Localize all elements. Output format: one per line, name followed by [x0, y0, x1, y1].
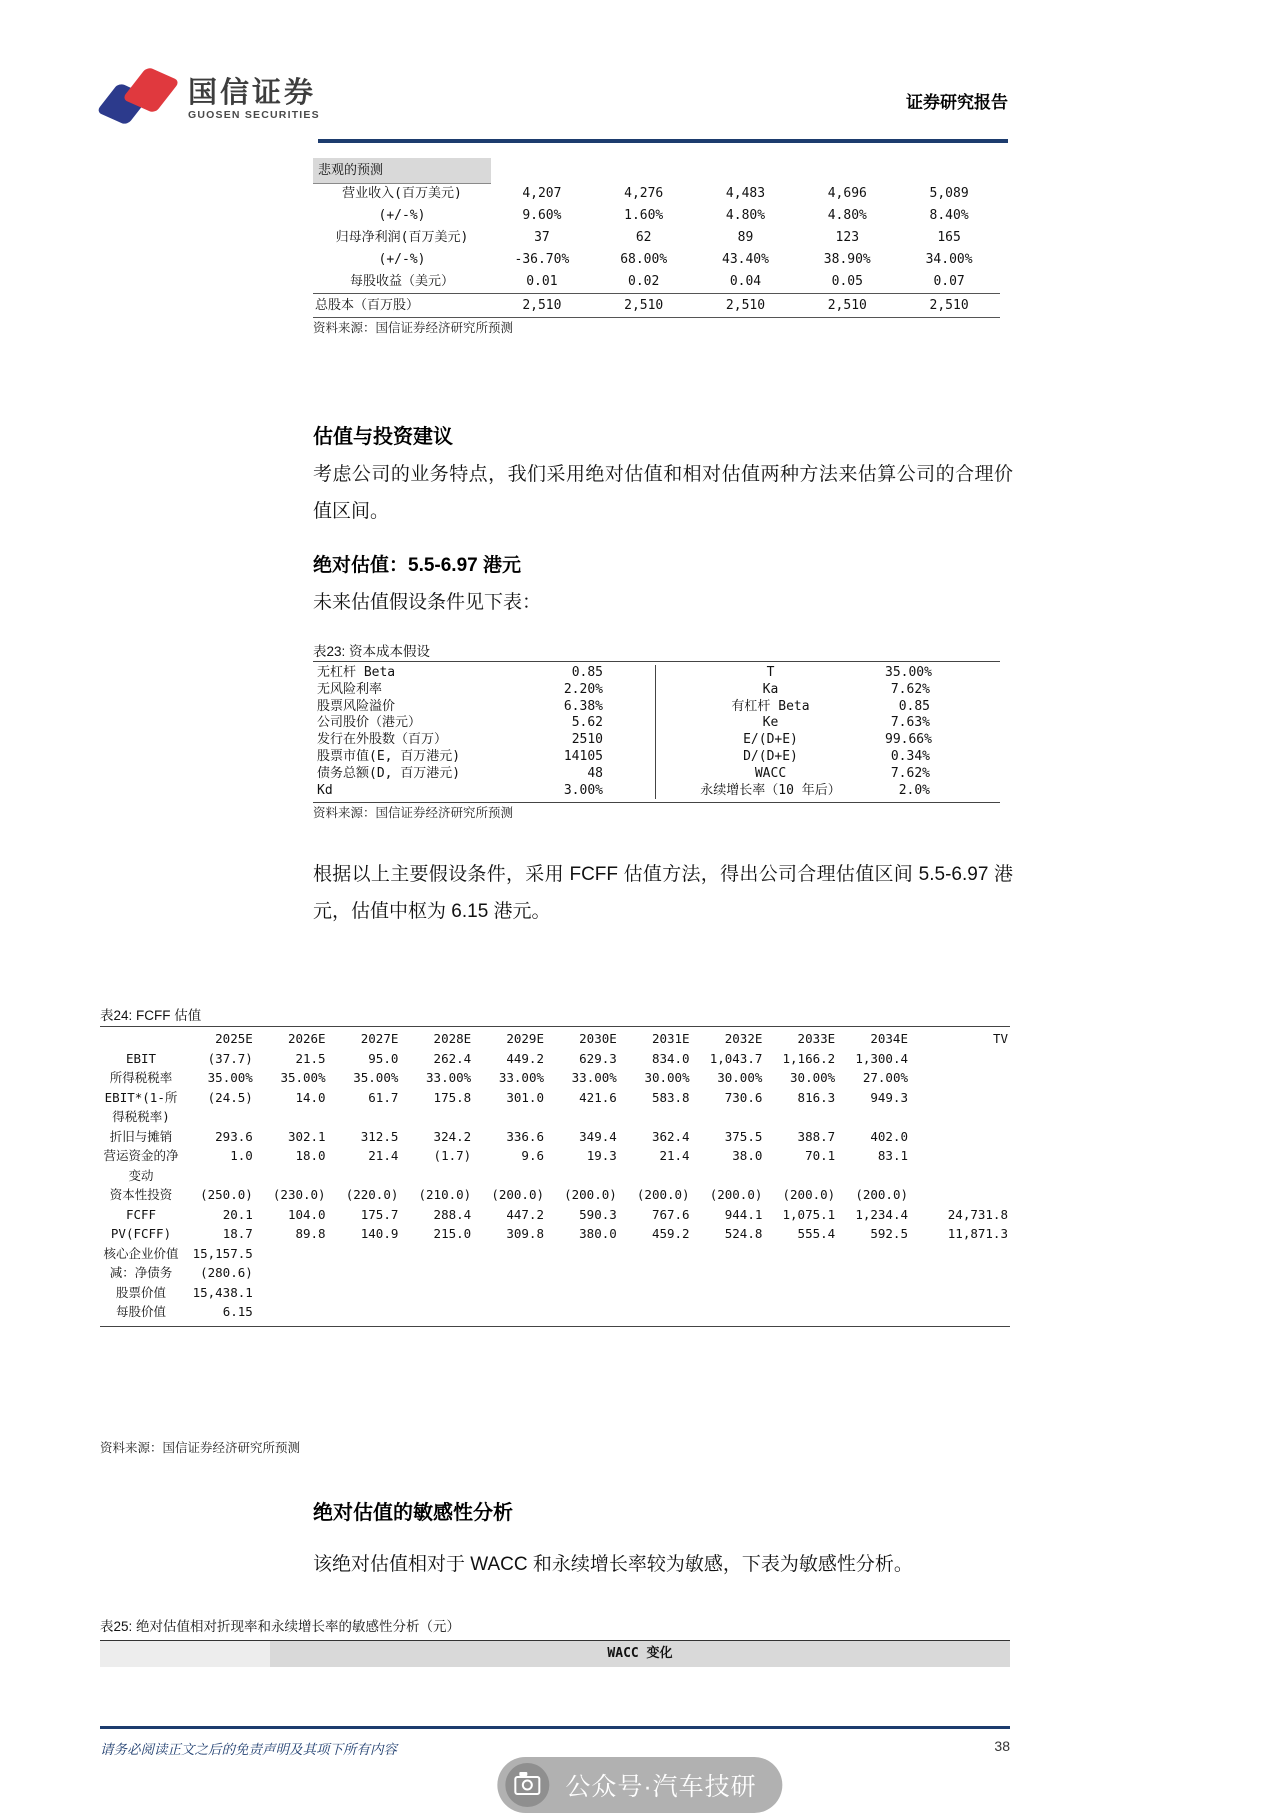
table24-caption: 表24: FCFF 估值 [100, 1008, 202, 1023]
column-header: 2032E [724, 1031, 763, 1046]
cell-value: 83.1 [877, 1148, 908, 1163]
row-label: 股票风险溢价 [317, 698, 396, 714]
cell-value [546, 1263, 619, 1283]
cell-value: 4.80% [725, 208, 766, 223]
cell-value: 99.66% [885, 732, 932, 748]
cell-value [764, 1244, 837, 1264]
cell-value: 38.90% [823, 252, 871, 267]
cell-value: 70.1 [805, 1148, 836, 1163]
cell-value: 35.00% [885, 665, 932, 680]
fcff-table-row [100, 1146, 1010, 1185]
cell-value: 301.0 [506, 1089, 544, 1105]
cell-value [546, 1302, 619, 1322]
cell-value: 30.00% [790, 1070, 836, 1085]
capital-cost-table [313, 661, 1000, 803]
cell-value: 349.4 [579, 1128, 617, 1144]
row-label: 无杠杆 Beta [317, 665, 396, 680]
row-label: E/(D+E) [655, 732, 885, 749]
capital-table-row [313, 766, 1000, 783]
logo-text [188, 77, 320, 121]
cell-value: 8.40% [929, 208, 969, 223]
cell-value: 402.0 [870, 1128, 908, 1144]
fcff-table-row [100, 1127, 1010, 1147]
row-label: EBIT*(1-所得税税率) [104, 1089, 178, 1124]
cell-value: 4,483 [725, 186, 766, 201]
row-label: 股票价值 [115, 1284, 166, 1300]
cell-value: 35.00% [353, 1070, 399, 1085]
report-type-label: 证券研究报告 [906, 93, 1008, 112]
cell-value: (200.0) [564, 1187, 617, 1202]
cell-value: -36.70% [514, 252, 570, 267]
cell-value: 175.8 [433, 1089, 472, 1105]
cell-value: 767.6 [651, 1206, 690, 1222]
fcff-table-row [100, 1302, 1010, 1322]
capital-table-row [313, 665, 1000, 682]
cell-value [546, 1283, 619, 1303]
cell-value: 0.02 [628, 274, 660, 289]
cell-value: 19.3 [586, 1148, 617, 1163]
row-label: 总股本（百万股） [315, 298, 420, 313]
cell-value: 0.04 [729, 274, 762, 289]
cell-value: 48 [587, 765, 603, 781]
cell-value: 0.07 [933, 274, 965, 289]
cell-value: 21.4 [659, 1148, 690, 1163]
cell-value: 312.5 [360, 1128, 399, 1144]
sensitivity-table-partial [100, 1640, 1010, 1667]
cell-value: 35.00% [280, 1070, 326, 1085]
pess-table-row [313, 227, 1000, 249]
cell-value: 14105 [563, 748, 603, 764]
cell-value [619, 1302, 692, 1322]
cell-value: 61.7 [368, 1089, 399, 1105]
cell-value: 123 [835, 230, 860, 245]
cell-value [328, 1302, 401, 1322]
cell-value [473, 1263, 546, 1283]
pess-table-title: 悲观的预测 [313, 158, 491, 184]
cell-value: 2.0% [898, 782, 930, 798]
pess-table-header [313, 158, 1000, 183]
table25-caption: 表25: 绝对估值相对折现率和永续增长率的敏感性分析（元） [100, 1619, 461, 1634]
fcff-table-row [100, 1205, 1010, 1225]
cell-value: 447.2 [506, 1206, 544, 1222]
cell-value: (1.7) [433, 1148, 472, 1163]
cell-value: (200.0) [491, 1187, 544, 1202]
fcff-table-row [100, 1049, 1010, 1069]
cell-value: 1,043.7 [709, 1050, 763, 1066]
row-label: (+/-%) [378, 208, 426, 223]
source-note: 资料来源：国信证券经济研究所预测 [100, 1441, 301, 1455]
cell-value [400, 1244, 473, 1264]
cell-value: 43.40% [722, 252, 769, 267]
cell-value: 89.8 [295, 1226, 326, 1241]
cell-value: 4,276 [624, 186, 664, 201]
cell-value: 2,510 [929, 298, 969, 313]
capital-table-row [313, 715, 1000, 732]
row-label: 减：净债务 [109, 1265, 173, 1280]
cell-value [837, 1283, 910, 1303]
cell-value: 175.7 [360, 1206, 399, 1222]
cell-value [910, 1244, 1010, 1264]
cell-value: 6.15 [222, 1304, 253, 1319]
cell-value: 7.62% [890, 765, 930, 781]
row-label: 债务总额(D, 百万港元) [317, 765, 461, 781]
cell-value [473, 1302, 546, 1322]
fcff-header-row [100, 1029, 1010, 1049]
cell-value: (210.0) [418, 1187, 472, 1202]
column-header [100, 1029, 182, 1049]
cell-value: 309.8 [506, 1226, 544, 1241]
cell-value: 293.6 [215, 1128, 253, 1144]
cell-value [473, 1244, 546, 1264]
cell-value: 949.3 [870, 1089, 908, 1105]
cell-value: (200.0) [709, 1187, 763, 1202]
column-header: 2029E [506, 1031, 544, 1046]
pess-table-body [313, 183, 1000, 318]
capital-table-row [313, 682, 1000, 699]
row-label: 股票市值(E, 百万港元) [317, 748, 461, 764]
cell-value: 33.00% [571, 1070, 617, 1085]
cell-value: (220.0) [345, 1187, 399, 1202]
cell-value [910, 1185, 1010, 1205]
cell-value [837, 1302, 910, 1322]
cell-value: 816.3 [797, 1089, 836, 1105]
cell-value: 21.4 [368, 1148, 399, 1163]
cell-value: 9.6 [521, 1148, 544, 1163]
cell-value: 21.5 [295, 1050, 326, 1066]
cell-value: 24,731.8 [947, 1206, 1008, 1222]
camera-glyph [514, 1776, 540, 1795]
abs-valuation-subline: 未来估值假设条件见下表： [313, 592, 542, 613]
cell-value: 5.62 [571, 715, 603, 731]
row-label: 发行在外股数（百万） [317, 732, 448, 748]
column-header: 2030E [579, 1031, 617, 1046]
cell-value: 555.4 [797, 1226, 836, 1241]
cell-value: 33.00% [498, 1070, 544, 1085]
cell-value [910, 1127, 1010, 1147]
cell-value: 459.2 [651, 1226, 690, 1241]
cell-value: 1.60% [624, 208, 664, 223]
cell-value [910, 1049, 1010, 1069]
row-label: (+/-%) [378, 252, 426, 267]
cell-value: (200.0) [855, 1187, 908, 1202]
cell-value: 20.1 [222, 1206, 253, 1222]
table23-caption: 表23: 资本成本假设 [313, 644, 431, 659]
row-label: 资本性投资 [109, 1187, 173, 1202]
cell-value: 37 [534, 230, 550, 245]
watermark-label: 公众号·汽车技研 [565, 1773, 757, 1801]
cell-value: 0.05 [831, 274, 863, 289]
cell-value [328, 1244, 401, 1264]
cell-value [692, 1302, 765, 1322]
cell-value: 68.00% [620, 252, 668, 267]
row-label: Ka [655, 682, 885, 699]
cell-value: 2,510 [522, 298, 562, 313]
cell-value [910, 1302, 1010, 1322]
cell-value: 0.85 [898, 698, 930, 714]
cell-value: 27.00% [862, 1070, 908, 1085]
cell-value: 302.1 [287, 1128, 326, 1144]
fcff-table-row [100, 1088, 1010, 1127]
row-label: 营业收入(百万美元) [342, 186, 462, 201]
cell-value [764, 1263, 837, 1283]
cell-value [619, 1263, 692, 1283]
cell-value [764, 1302, 837, 1322]
cell-value: 0.34% [890, 748, 930, 764]
cell-value [910, 1068, 1010, 1088]
cell-value: 33.00% [426, 1070, 472, 1085]
row-label: Ke [655, 715, 885, 732]
abs-valuation-heading: 绝对估值：5.5-6.97 港元 [313, 555, 521, 576]
cell-value: 7.62% [890, 681, 930, 697]
watermark-badge [497, 1757, 782, 1813]
row-label: 折旧与摊销 [109, 1128, 173, 1144]
fcff-table-row [100, 1244, 1010, 1264]
header-divider [318, 139, 1008, 143]
pess-table-row [313, 249, 1000, 271]
brand-name-en: GUOSEN SECURITIES [188, 109, 320, 121]
cell-value: 1,234.4 [855, 1206, 908, 1222]
row-label: 永续增长率（10 年后） [655, 783, 885, 800]
row-label: D/(D+E) [655, 749, 885, 766]
cell-value [328, 1283, 401, 1303]
cell-value: 336.6 [506, 1128, 544, 1144]
fcff-valuation-table [100, 1026, 1010, 1327]
footer-disclaimer: 请务必阅读正文之后的免责声明及其项下所有内容 [100, 1742, 397, 1757]
cell-value: 18.7 [222, 1226, 253, 1241]
cell-value: (230.0) [272, 1187, 326, 1202]
row-label: 有杠杆 Beta [655, 699, 885, 716]
cell-value: 388.7 [797, 1128, 836, 1144]
cell-value [328, 1263, 401, 1283]
cell-value: 834.0 [651, 1050, 690, 1066]
fcff-paragraph: 根据以上主要假设条件，采用 FCFF 估值方法，得出公司合理估值区间 5.5-6.97 港元，估值中枢为 6.15 港元。 [313, 864, 1013, 922]
cell-value: 2.20% [563, 681, 603, 697]
cell-value: 262.4 [433, 1050, 472, 1066]
column-header: 2033E [797, 1031, 836, 1046]
cell-value: 449.2 [506, 1050, 544, 1066]
pess-table-row [313, 183, 1000, 205]
cell-value: 1,300.4 [855, 1050, 908, 1066]
source-note: 资料来源：国信证券经济研究所预测 [313, 321, 514, 335]
cell-value: 583.8 [651, 1089, 690, 1105]
cell-value: 380.0 [579, 1226, 617, 1241]
valuation-paragraph: 考虑公司的业务特点，我们采用绝对估值和相对估值两种方法来估算公司的合理价值区间。 [313, 464, 1013, 522]
capital-table-row [313, 699, 1000, 716]
cell-value: 592.5 [870, 1226, 908, 1241]
fcff-table-row [100, 1185, 1010, 1205]
wacc-change-header: WACC 变化 [270, 1641, 1010, 1667]
cell-value: 15,157.5 [192, 1245, 253, 1261]
cell-value: 590.3 [579, 1206, 617, 1222]
cell-value: (24.5) [207, 1089, 253, 1105]
cell-value [400, 1283, 473, 1303]
cell-value: 18.0 [295, 1148, 326, 1163]
row-label: 每股价值 [115, 1304, 166, 1319]
cell-value: 3.00% [563, 782, 603, 798]
row-label: 所得税税率 [109, 1070, 173, 1085]
cell-value: (200.0) [782, 1187, 836, 1202]
fcff-table-row [100, 1263, 1010, 1283]
cell-value [255, 1263, 328, 1283]
cell-value [837, 1244, 910, 1264]
fcff-table-row [100, 1068, 1010, 1088]
cell-value [400, 1263, 473, 1283]
cell-value: 35.00% [207, 1070, 253, 1085]
sensitivity-paragraph: 该绝对估值相对于 WACC 和永续增长率较为敏感，下表为敏感性分析。 [313, 1554, 913, 1575]
capital-table-row [313, 732, 1000, 749]
cell-value [692, 1244, 765, 1264]
row-label: T [655, 665, 885, 682]
cell-value: 1.0 [230, 1148, 253, 1163]
column-header: 2025E [215, 1031, 253, 1046]
fcff-table-row [100, 1283, 1010, 1303]
cell-value [837, 1263, 910, 1283]
fcff-table-row [100, 1224, 1010, 1244]
cell-value: 34.00% [925, 252, 973, 267]
cell-value: 89 [737, 230, 754, 245]
cell-value: 165 [937, 230, 961, 245]
cell-value: 2,510 [624, 298, 664, 313]
cell-value: 104.0 [287, 1206, 326, 1222]
cell-value: 2510 [571, 732, 603, 748]
cell-value [910, 1263, 1010, 1283]
cell-value: 629.3 [579, 1050, 617, 1066]
cell-value: 524.8 [724, 1226, 763, 1241]
cell-value: 375.5 [724, 1128, 763, 1144]
cell-value [910, 1088, 1010, 1127]
cell-value: (200.0) [636, 1187, 690, 1202]
row-label: 核心企业价值 [103, 1245, 179, 1261]
row-label: 营运资金的净变动 [103, 1148, 179, 1183]
cell-value: (280.6) [200, 1265, 253, 1280]
column-header: TV [992, 1031, 1008, 1046]
sensitivity-heading: 绝对估值的敏感性分析 [313, 1502, 513, 1524]
cell-value: 62 [635, 230, 652, 245]
camera-icon [505, 1763, 549, 1807]
cell-value: 95.0 [368, 1050, 399, 1066]
row-label: EBIT [125, 1050, 157, 1066]
cell-value: 0.01 [526, 274, 558, 289]
pess-table-row [313, 271, 1000, 293]
row-label: WACC [655, 766, 885, 783]
cell-value [255, 1302, 328, 1322]
cell-value: 324.2 [433, 1128, 472, 1144]
guosen-logo [106, 68, 320, 130]
cell-value: 1,075.1 [782, 1206, 836, 1222]
cell-value [400, 1302, 473, 1322]
cell-value [255, 1283, 328, 1303]
cell-value [473, 1283, 546, 1303]
cell-value: 5,089 [929, 186, 969, 201]
cell-value: 4,696 [827, 186, 867, 201]
row-label: 公司股价（港元） [317, 715, 422, 731]
cell-value: 4.80% [827, 208, 867, 223]
cell-value [764, 1283, 837, 1303]
cell-value: 0.85 [571, 665, 603, 680]
cell-value: 7.63% [890, 715, 930, 731]
row-label: 每股收益（美元） [349, 274, 454, 289]
cell-value [619, 1244, 692, 1264]
column-header: 2028E [433, 1031, 472, 1046]
cell-value: 421.6 [579, 1089, 617, 1105]
cell-value: 15,438.1 [192, 1284, 253, 1300]
sens-corner-cell [100, 1641, 270, 1667]
cell-value: 2,510 [725, 298, 766, 313]
cell-value [255, 1244, 328, 1264]
cell-value [546, 1244, 619, 1264]
fcff-table-body [100, 1049, 1010, 1322]
cell-value: 4,207 [522, 186, 562, 201]
cell-value: 11,871.3 [947, 1226, 1008, 1241]
cell-value [692, 1283, 765, 1303]
capital-table-row [313, 749, 1000, 766]
cell-value: 730.6 [724, 1089, 763, 1105]
cell-value [619, 1283, 692, 1303]
cell-value: (37.7) [207, 1050, 253, 1066]
column-header: 2031E [651, 1031, 690, 1046]
row-label: 归母净利润(百万美元) [335, 230, 469, 245]
cell-value: 14.0 [295, 1089, 326, 1105]
cell-value: 30.00% [717, 1070, 763, 1085]
cell-value: 944.1 [724, 1206, 763, 1222]
row-label: PV(FCFF) [110, 1226, 172, 1241]
column-header: 2027E [360, 1031, 399, 1046]
brand-name-cn: 国信证券 [188, 77, 317, 109]
guosen-logo-mark-icon [106, 68, 176, 130]
cell-value: 38.0 [732, 1148, 763, 1163]
pessimistic-forecast-table [313, 158, 1000, 318]
cell-value: 30.00% [644, 1070, 690, 1085]
cell-value: 6.38% [563, 698, 603, 714]
cell-value [910, 1146, 1010, 1185]
pess-table-row [313, 205, 1000, 227]
cell-value [910, 1283, 1010, 1303]
column-header: 2026E [287, 1031, 326, 1046]
cell-value: 9.60% [522, 208, 562, 223]
cell-value: 1,166.2 [782, 1050, 836, 1066]
cell-value: 140.9 [360, 1226, 399, 1241]
cell-value: 288.4 [433, 1206, 472, 1222]
row-label: FCFF [125, 1206, 157, 1222]
cell-value [692, 1263, 765, 1283]
capital-table-row [313, 783, 1000, 800]
section-heading-valuation: 估值与投资建议 [313, 426, 453, 448]
row-label: 无风险利率 [317, 681, 383, 697]
page-number: 38 [994, 1738, 1010, 1754]
cell-value: 2,510 [827, 298, 867, 313]
footer-divider [100, 1726, 1010, 1729]
cell-value: 362.4 [651, 1128, 690, 1144]
source-note: 资料来源：国信证券经济研究所预测 [313, 806, 514, 820]
cell-value: 215.0 [433, 1226, 472, 1241]
row-label: Kd [317, 782, 333, 798]
cell-value: (250.0) [200, 1187, 253, 1202]
pess-table-row [313, 293, 1000, 318]
column-header: 2034E [870, 1031, 908, 1046]
